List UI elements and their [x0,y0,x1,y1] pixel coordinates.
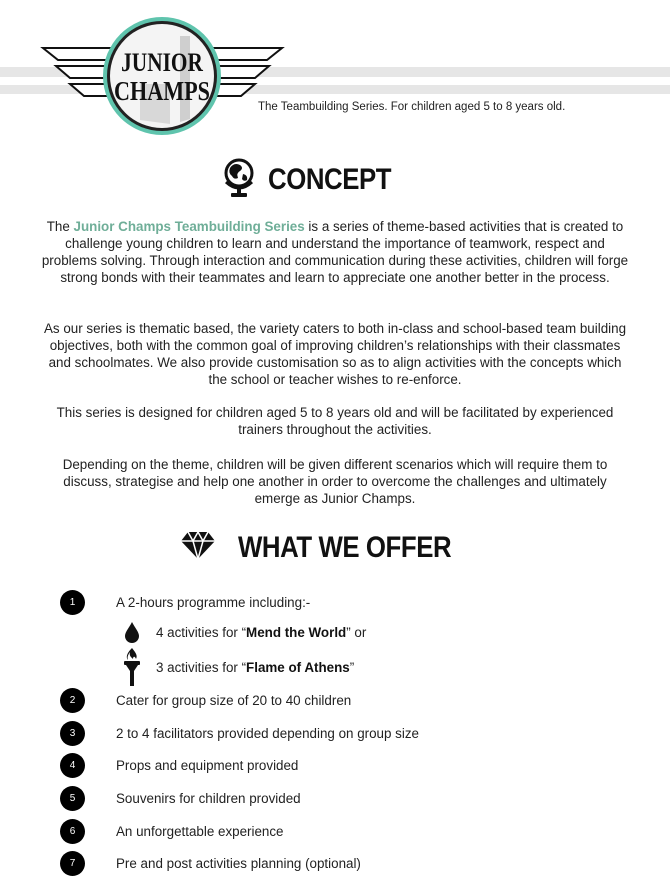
item-number-badge: 3 [60,721,85,746]
item-number-badge: 4 [60,753,85,778]
item-number-badge: 2 [60,688,85,713]
offer-item-text: Cater for group size of 20 to 40 children [116,693,352,708]
item-number-badge: 1 [60,590,85,615]
theme-name-flame-of-athens: Flame of Athens [246,659,350,675]
globe-icon [222,156,256,203]
offer-title: WHAT WE OFFER [238,530,452,564]
concept-paragraph-3: This series is designed for children aged 5 to 8 years old and will be facilitated by experienced trainers throughout the activities. [56,405,614,437]
offer-item-text: Souvenirs for children provided [116,791,301,806]
offer-item-6 [60,819,284,844]
sub-item-text [156,660,354,675]
offer-item-text: An unforgettable experience [116,824,284,839]
offer-item-1 [60,590,310,615]
item-number-badge: 5 [60,786,85,811]
offer-item-text: 2 to 4 facilitators provided depending on group size [116,726,419,741]
offer-sub-item-mend-the-world [120,617,366,647]
concept-title: CONCEPT [268,162,392,196]
logo-text-champs: CHAMPS [114,77,210,107]
series-name-highlight: Junior Champs Teambuilding Series [73,219,305,234]
concept-p1-intro: The [46,219,74,234]
tagline: The Teambuilding Series. For children aged 5 to 8 years old. [258,101,566,113]
item-number-badge: 7 [60,851,85,876]
sub-item-prefix: 3 activities for “ [156,659,247,675]
offer-item-3 [60,721,419,746]
offer-item-text: A 2-hours programme including:- [116,595,311,610]
concept-paragraph-2: As our series is thematic based, the variety caters to both in-class and school-based team building objectives, both with the common goal of improving children’s relationships with their classmates and schoolmates. We also provide customisation so as to align activities with the concepts which the school or teacher wishes to re-enforce. [43,321,627,387]
offer-item-2 [60,688,351,713]
junior-champs-logo [40,14,285,136]
offer-item-text: Pre and post activities planning (optional) [116,856,361,871]
concept-heading [222,156,411,203]
droplet-icon [120,617,144,647]
sub-item-text [156,625,366,640]
item-number-badge: 6 [60,819,85,844]
concept-paragraph-4: Depending on the theme, children will be given different scenarios which will require them to discuss, strategise and help one another in order to overcome the challenges and ultimately emerge as Junior Champs. [62,457,608,506]
offer-sub-item-flame-of-athens [120,647,354,687]
concept-paragraph-1 [40,218,630,286]
sub-item-suffix: ” or [346,624,367,640]
offer-heading [180,530,486,565]
concept-p1-body: is a series of theme-based activities that is created to challenge young children to learn and understand the importance of teamwork, respect and problems solving. Through interaction and communication during these activities, children will forge strong bonds with their teammates and learn to appreciate one another better in the process. [41,219,629,285]
offer-item-4 [60,753,298,778]
offer-item-text: Props and equipment provided [116,758,299,773]
offer-item-5 [60,786,301,811]
sub-item-suffix: ” [349,659,355,675]
sub-item-prefix: 4 activities for “ [156,624,247,640]
logo-text-junior: JUNIOR [121,49,203,78]
theme-name-mend-the-world: Mend the World [246,624,347,640]
diamond-icon [180,530,216,565]
torch-icon [120,647,144,687]
offer-item-7 [60,851,361,876]
